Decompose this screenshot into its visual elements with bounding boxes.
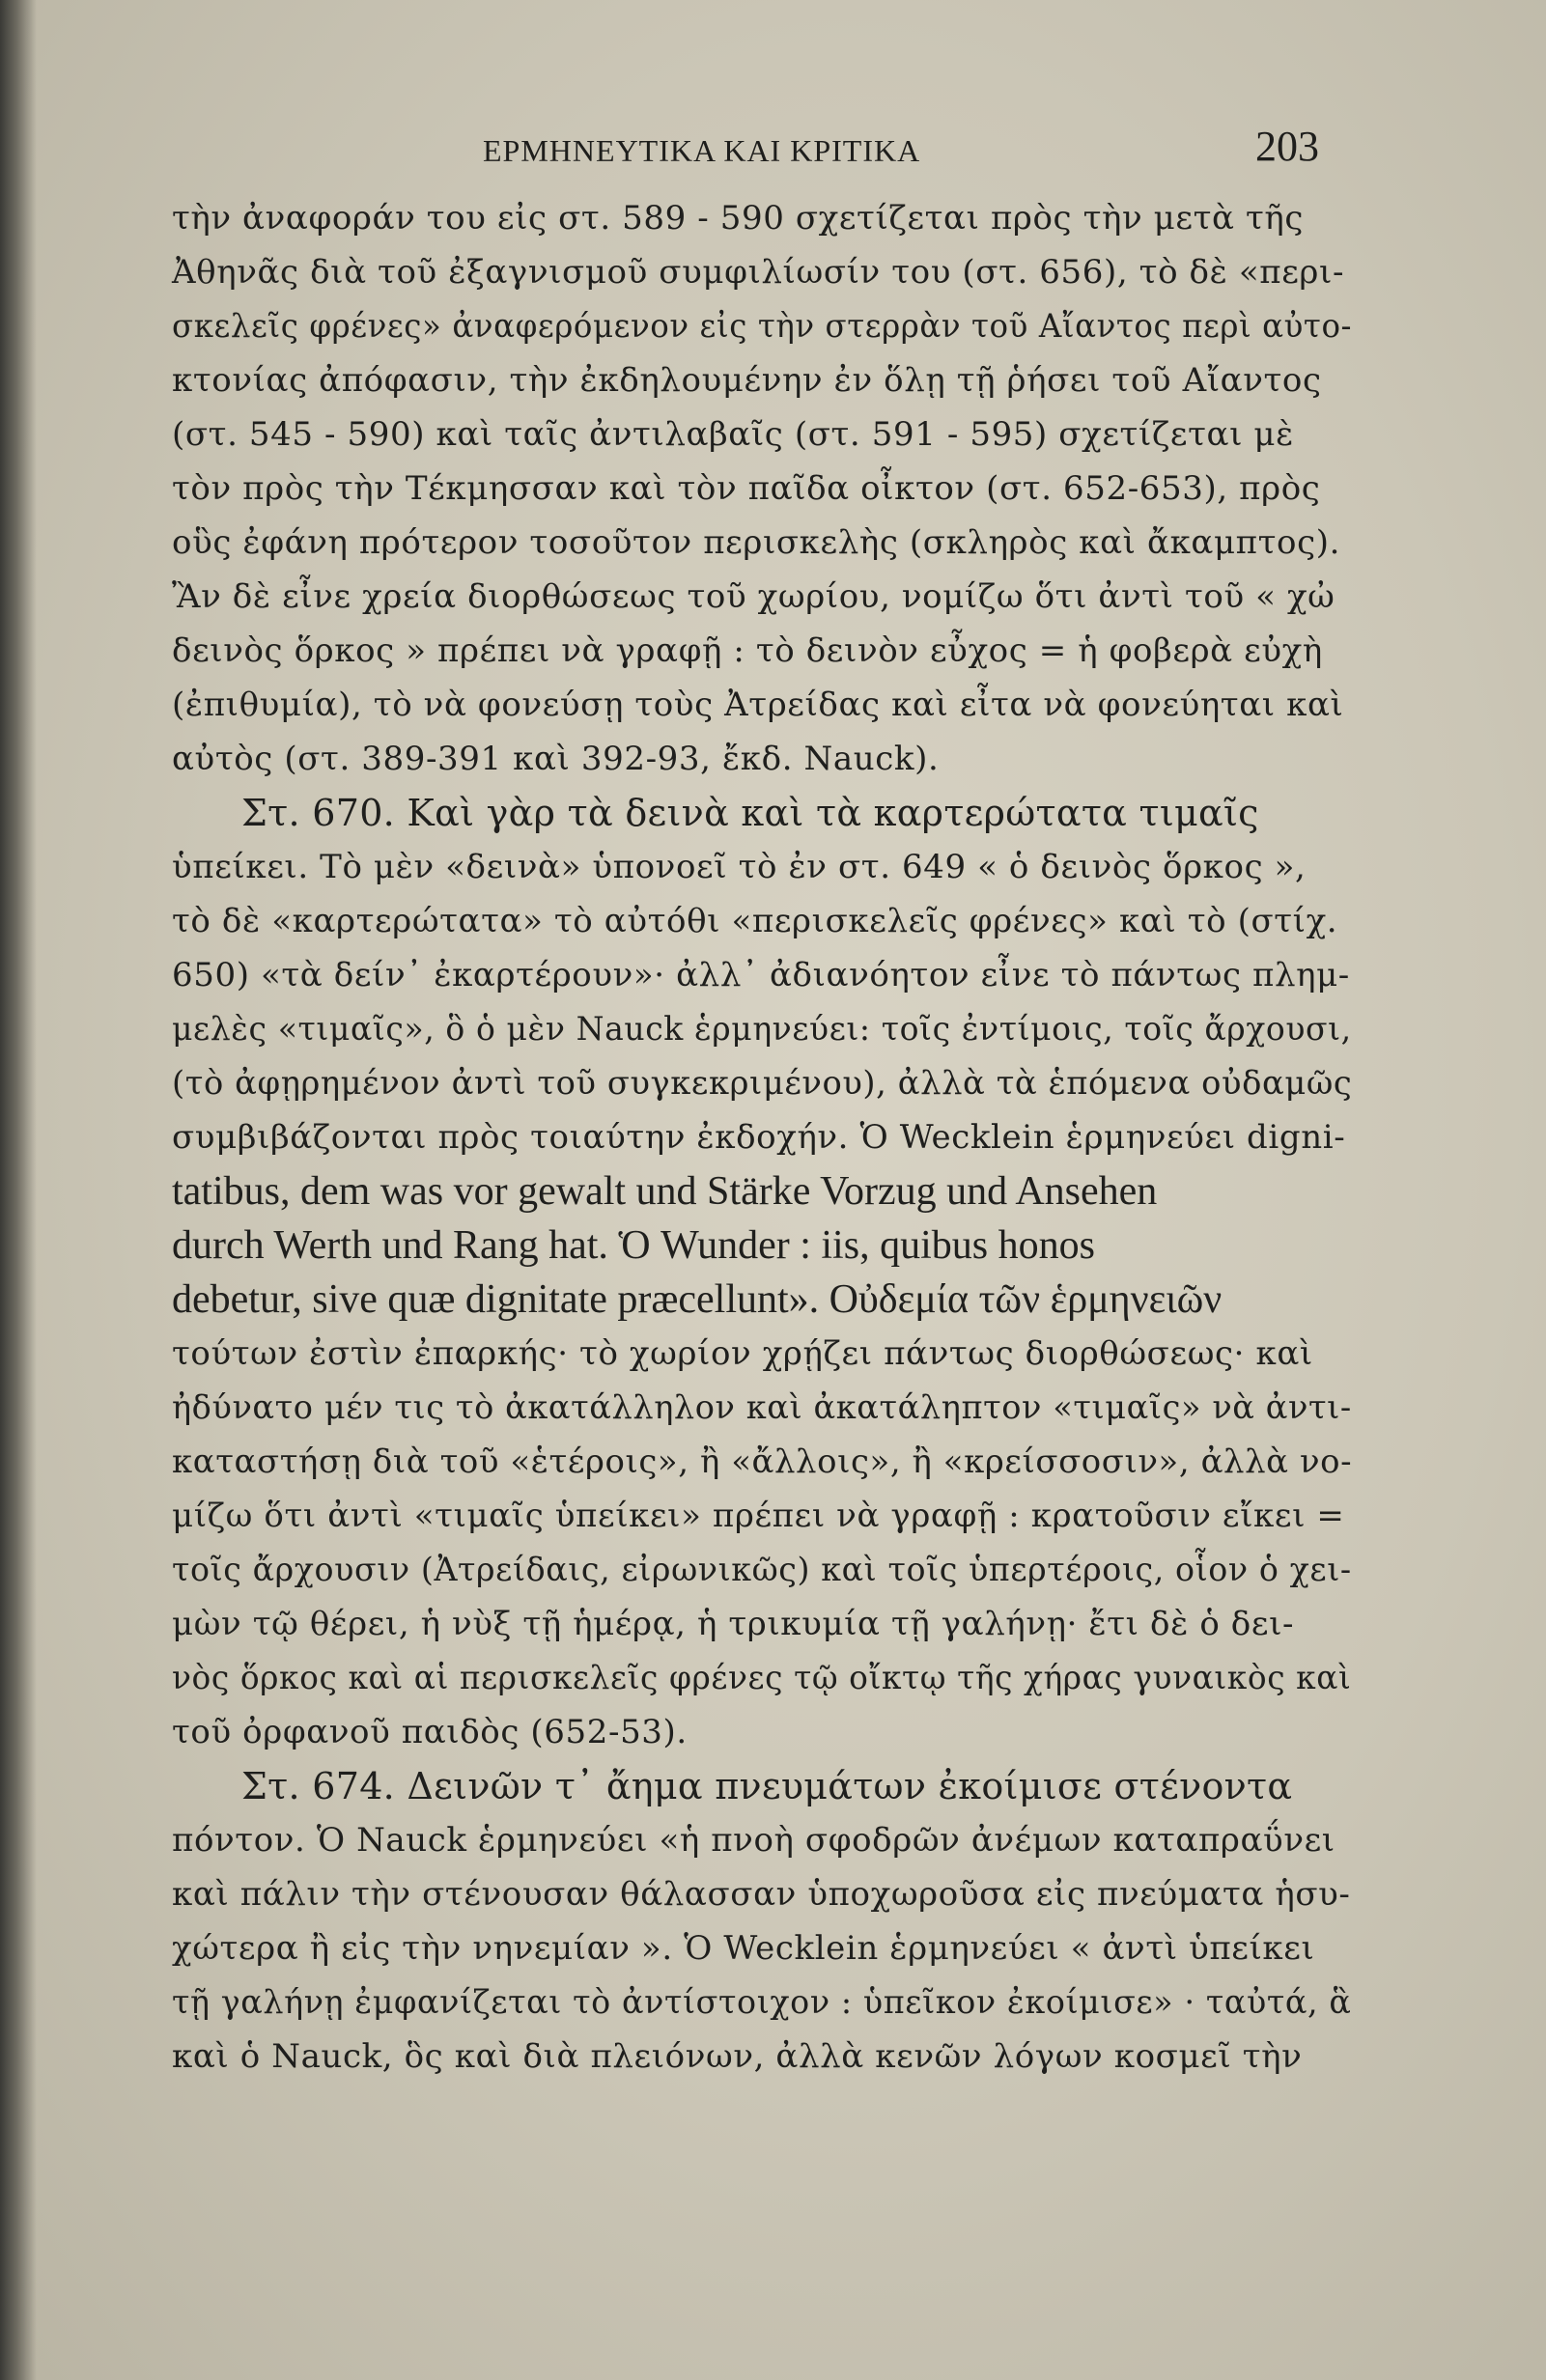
verse-lemma-line: Στ. 670. Καὶ γὰρ τὰ δεινὰ καὶ τὰ καρτερώτατα τιμαῖς	[241, 792, 1259, 834]
text-line: χώτερα ἢ εἰς τὴν νηνεμίαν ». Ὁ Wecklein ἑρμηνεύει « ἀντὶ ὑπείκει	[172, 1929, 1315, 1968]
text-line: μίζω ὅτι ἀντὶ «τιμαῖς ὑπείκει» πρέπει νὰ γραφῇ : κρατοῦσιν εἴκει =	[172, 1497, 1345, 1535]
text-line: νὸς ὅρκος καὶ αἱ περισκελεῖς φρένες τῷ οἴκτῳ τῆς χήρας γυναικὸς καὶ	[172, 1659, 1352, 1697]
text-line: καταστήσῃ διὰ τοῦ «ἑτέροις», ἢ «ἄλλοις», ἢ «κρείσσοσιν», ἀλλὰ νο-	[172, 1442, 1353, 1481]
text-line: Ἀθηνᾶς διὰ τοῦ ἐξαγνισμοῦ συμφιλίωσίν του (στ. 656), τὸ δὲ «περι-	[172, 253, 1345, 292]
verse-lemma-line: Στ. 674. Δεινῶν τ᾽ ἄημα πνευμάτων ἐκοίμισε στένοντα	[241, 1765, 1293, 1807]
text-line: Ἂν δὲ εἶνε χρεία διορθώσεως τοῦ χωρίου, νομίζω ὅτι ἀντὶ τοῦ « χὠ	[172, 577, 1335, 616]
text-line: συμβιβάζονται πρὸς τοιαύτην ἐκδοχήν. Ὁ Wecklein ἑρμηνεύει digni-	[172, 1118, 1346, 1157]
text-line: μὼν τῷ θέρει, ἡ νὺξ τῇ ἡμέρᾳ, ἡ τρικυμία τῇ γαλήνῃ· ἔτι δὲ ὁ δει-	[172, 1605, 1295, 1643]
text-line: (τὸ ἀφῃρημένον ἀντὶ τοῦ συγκεκριμένου), ἀλλὰ τὰ ἑπόμενα οὐδαμῶς	[172, 1064, 1353, 1103]
text-line: τὸν πρὸς τὴν Τέκμησσαν καὶ τὸν παῖδα οἶκτον (στ. 652-653), πρὸς	[172, 469, 1321, 508]
text-line: τοῦ ὀρφανοῦ παιδὸς (652-53).	[172, 1713, 688, 1751]
text-line: δεινὸς ὅρκος » πρέπει νὰ γραφῇ : τὸ δεινὸν εὖχος = ἡ φοβερὰ εὐχὴ	[172, 631, 1323, 670]
text-line: τὴν ἀναφοράν του εἰς στ. 589 - 590 σχετίζεται πρὸς τὴν μετὰ τῆς	[172, 199, 1304, 238]
text-line: τὸ δὲ «καρτερώτατα» τὸ αὐτόθι «περισκελεῖς φρένες» καὶ τὸ (στίχ.	[172, 902, 1338, 940]
text-line: ὑπείκει. Τὸ μὲν «δεινὰ» ὑπονοεῖ τὸ ἐν στ. 649 « ὁ δεινὸς ὅρκος »,	[172, 848, 1307, 886]
body-text	[172, 191, 1352, 2084]
page-number: 203	[1255, 123, 1319, 170]
text-line: καὶ ὁ Nauck, ὃς καὶ διὰ πλειόνων, ἀλλὰ κενῶν λόγων κοσμεῖ τὴν	[172, 2037, 1303, 2076]
running-title: ΕΡΜΗΝΕΥΤΙΚΑ ΚΑΙ ΚΡΙΤΙΚΑ	[483, 133, 921, 168]
text-line: (στ. 545 - 590) καὶ ταῖς ἀντιλαβαῖς (στ. 591 - 595) σχετίζεται μὲ	[172, 415, 1294, 454]
text-line: (ἐπιθυμία), τὸ νὰ φονεύσῃ τοὺς Ἀτρείδας καὶ εἶτα νὰ φονεύηται καὶ	[172, 686, 1344, 724]
latin-quote-line: durch Werth und Rang hat. Ὁ Wunder : iis, quibus honos	[172, 1223, 1095, 1268]
text-line: αὐτὸς (στ. 389-391 καὶ 392-93, ἔκδ. Nauck).	[172, 740, 940, 778]
text-line: ἠδύνατο μέν τις τὸ ἀκατάλληλον καὶ ἀκατάληπτον «τιμαῖς» νὰ ἀντι-	[172, 1388, 1352, 1427]
text-line: καὶ πάλιν τὴν στένουσαν θάλασσαν ὑποχωροῦσα εἰς πνεύματα ἡσυ-	[172, 1875, 1351, 1914]
text-line: τοῖς ἄρχουσιν (Ἀτρείδαις, εἰρωνικῶς) καὶ τοῖς ὑπερτέροις, οἷον ὁ χει-	[172, 1551, 1352, 1589]
text-line: τῇ γαλήνῃ ἐμφανίζεται τὸ ἀντίστοιχον : ὑπεῖκον ἐκοίμισε» · ταὐτά, ἃ	[172, 1983, 1352, 2022]
text-line: 650) «τὰ δείν᾽ ἐκαρτέρουν»· ἀλλ᾽ ἀδιανόητον εἶνε τὸ πάντως πλημ-	[172, 956, 1350, 994]
page-gutter-shadow	[0, 0, 37, 2380]
text-line: μελὲς «τιμαῖς», ὃ ὁ μὲν Nauck ἑρμηνεύει: τοῖς ἐντίμοις, τοῖς ἄρχουσι,	[172, 1010, 1352, 1049]
latin-quote-line: debetur, sive quæ dignitate præcellunt». Οὐδεμία τῶν ἑρμηνειῶν	[172, 1277, 1223, 1322]
text-line: οὓς ἐφάνη πρότερον τοσοῦτον περισκελὴς (σκληρὸς καὶ ἄκαμπτος).	[172, 523, 1341, 562]
text-line: σκελεῖς φρένες» ἀναφερόμενον εἰς τὴν στερρὰν τοῦ Αἴαντος περὶ αὐτο-	[172, 307, 1353, 346]
text-line: πόντον. Ὁ Nauck ἑρμηνεύει «ἡ πνοὴ σφοδρῶν ἀνέμων καταπραΰνει	[172, 1821, 1335, 1860]
text-line: τούτων ἐστὶν ἐπαρκής· τὸ χωρίον χρῄζει πάντως διορθώσεως· καὶ	[172, 1334, 1313, 1373]
text-line: κτονίας ἀπόφασιν, τὴν ἐκδηλουμένην ἐν ὅλῃ τῇ ῥήσει τοῦ Αἴαντος	[172, 361, 1322, 400]
latin-quote-line: tatibus, dem was vor gewalt und Stärke Vorzug und Ansehen	[172, 1169, 1158, 1214]
